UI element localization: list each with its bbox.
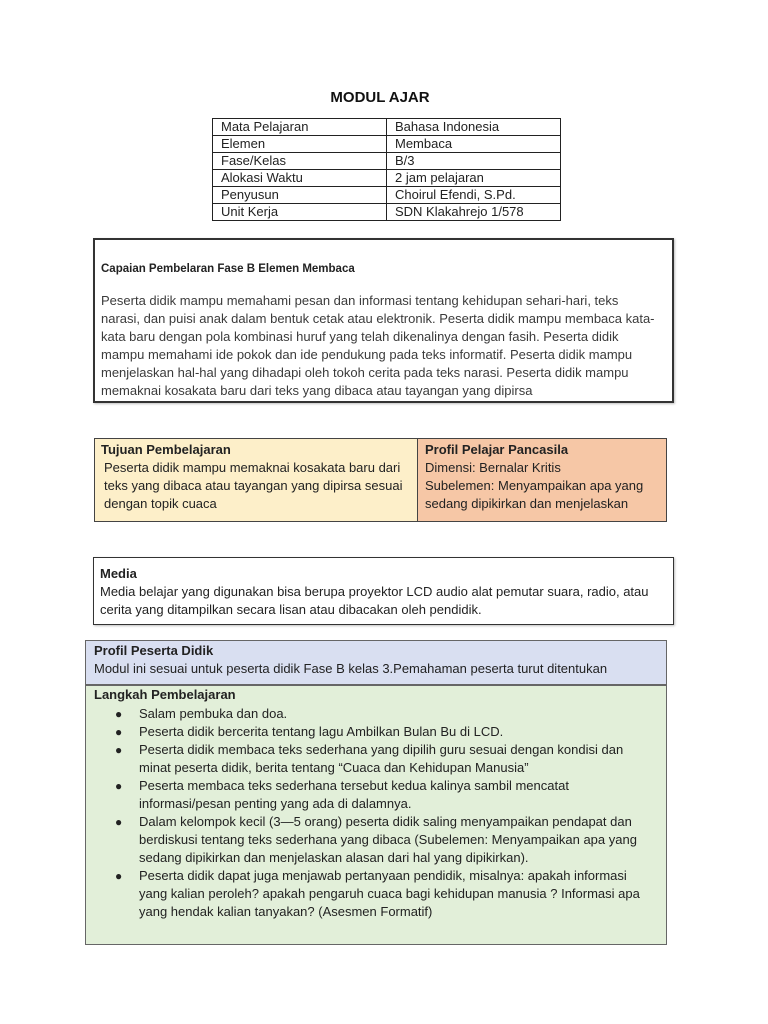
tujuan-text: Peserta didik mampu memaknai kosakata baru dari teks yang dibaca atau tayangan yang dipirsa sesuai dengan topik cuaca (104, 460, 403, 511)
list-item-text: Salam pembuka dan doa. (139, 706, 288, 721)
profil-pancasila-box (417, 438, 667, 522)
table-key: Alokasi Waktu (213, 170, 387, 187)
capaian-box (93, 238, 674, 403)
bullet-icon: ● (115, 743, 123, 757)
list-item (86, 813, 666, 867)
list-item (86, 723, 666, 741)
bullet-icon: ● (115, 869, 123, 883)
table-row (213, 187, 561, 204)
profil-peserta-box (85, 640, 667, 685)
list-item-text: Dalam kelompok kecil (3—5 orang) peserta didik saling menyampaikan pendapat dan berdiskusi tentang teks sederhana yang dibaca (Subelemen: Menyampaikan apa yang sedang dipikirkan dan menjelaskan alasan dari hal yang dipikirkan). (139, 814, 637, 865)
list-item (86, 777, 666, 813)
subelemen-text: Subelemen: Menyampaikan apa yang sedang dipikirkan dan menjelaskan (425, 478, 644, 511)
profil-pancasila-text (425, 459, 665, 513)
table-key: Mata Pelajaran (213, 119, 387, 136)
media-text: Media belajar yang digunakan bisa berupa proyektor LCD audio alat pemutar suara, radio, atau cerita yang ditampilkan secara lisan atau dibacakan oleh pendidik. (100, 584, 649, 617)
tujuan-heading: Tujuan Pembelajaran (101, 442, 231, 457)
capaian-text: Peserta didik mampu memahami pesan dan informasi tentang kehidupan sehari-hari, teks narasi, dan puisi anak dalam bentuk cetak atau elektronik. Peserta didik mampu membaca kata- kata baru dengan pola kombinasi huruf yang telah dikenalinya dengan fasih. Peserta didik mampu memahami ide pokok dan ide pendukung pada teks informatif. Peserta didik mampu menjelaskan hal-hal yang dihadapi oleh tokoh cerita pada teks narasi. Peserta didik mampu memaknai kosakata baru dari teks yang dibaca atau tayangan yang dipirsa (101, 293, 655, 398)
list-item (86, 741, 666, 777)
dimensi-text: Dimensi: Bernalar Kritis (425, 460, 561, 475)
table-row (213, 136, 561, 153)
table-row (213, 170, 561, 187)
media-box (93, 557, 674, 625)
table-value: SDN Klakahrejo 1/578 (387, 204, 561, 221)
bullet-icon: ● (115, 725, 123, 739)
list-item-text: Peserta didik dapat juga menjawab pertanyaan pendidik, misalnya: apakah informasi yang kalian peroleh? apakah pengaruh cuaca bagi kehidupan manusia ? Informasi apa yang hendak kalian tanyakan? (Asesmen Formatif) (139, 868, 640, 919)
table-value: Choirul Efendi, S.Pd. (387, 187, 561, 204)
table-key: Elemen (213, 136, 387, 153)
langkah-list (86, 705, 666, 921)
langkah-box (85, 685, 667, 945)
tujuan-box (94, 438, 418, 522)
table-value: Bahasa Indonesia (387, 119, 561, 136)
table-row (213, 119, 561, 136)
list-item (86, 867, 666, 921)
table-key: Penyusun (213, 187, 387, 204)
table-key: Unit Kerja (213, 204, 387, 221)
list-item (86, 705, 666, 723)
profil-peserta-text: Modul ini sesuai untuk peserta didik Fase B kelas 3.Pemahaman peserta turut ditentukan (94, 661, 608, 676)
profil-pancasila-heading: Profil Pelajar Pancasila (425, 442, 569, 457)
list-item-text: Peserta membaca teks sederhana tersebut kedua kalinya sambil mencatat informasi/pesan penting yang ada di dalamnya. (139, 778, 569, 811)
bullet-icon: ● (115, 815, 123, 829)
table-row (213, 153, 561, 170)
langkah-heading: Langkah Pembelajaran (94, 687, 236, 702)
page-title: MODUL AJAR (330, 89, 430, 106)
list-item-text: Peserta didik membaca teks sederhana yang dipilih guru sesuai dengan kondisi dan minat peserta didik, berita tentang “Cuaca dan Kehidupan Manusia” (139, 742, 624, 775)
list-item-text: Peserta didik bercerita tentang lagu Ambilkan Bulan Bu di LCD. (139, 724, 504, 739)
bullet-icon: ● (115, 779, 123, 793)
table-value: 2 jam pelajaran (387, 170, 561, 187)
table-row (213, 204, 561, 221)
table-value: B/3 (387, 153, 561, 170)
table-value: Membaca (387, 136, 561, 153)
table-key: Fase/Kelas (213, 153, 387, 170)
info-table (212, 118, 561, 221)
media-heading: Media (100, 566, 137, 581)
profil-peserta-heading: Profil Peserta Didik (94, 643, 214, 658)
bullet-icon: ● (115, 707, 123, 721)
capaian-heading: Capaian Pembelaran Fase B Elemen Membaca (101, 263, 355, 275)
